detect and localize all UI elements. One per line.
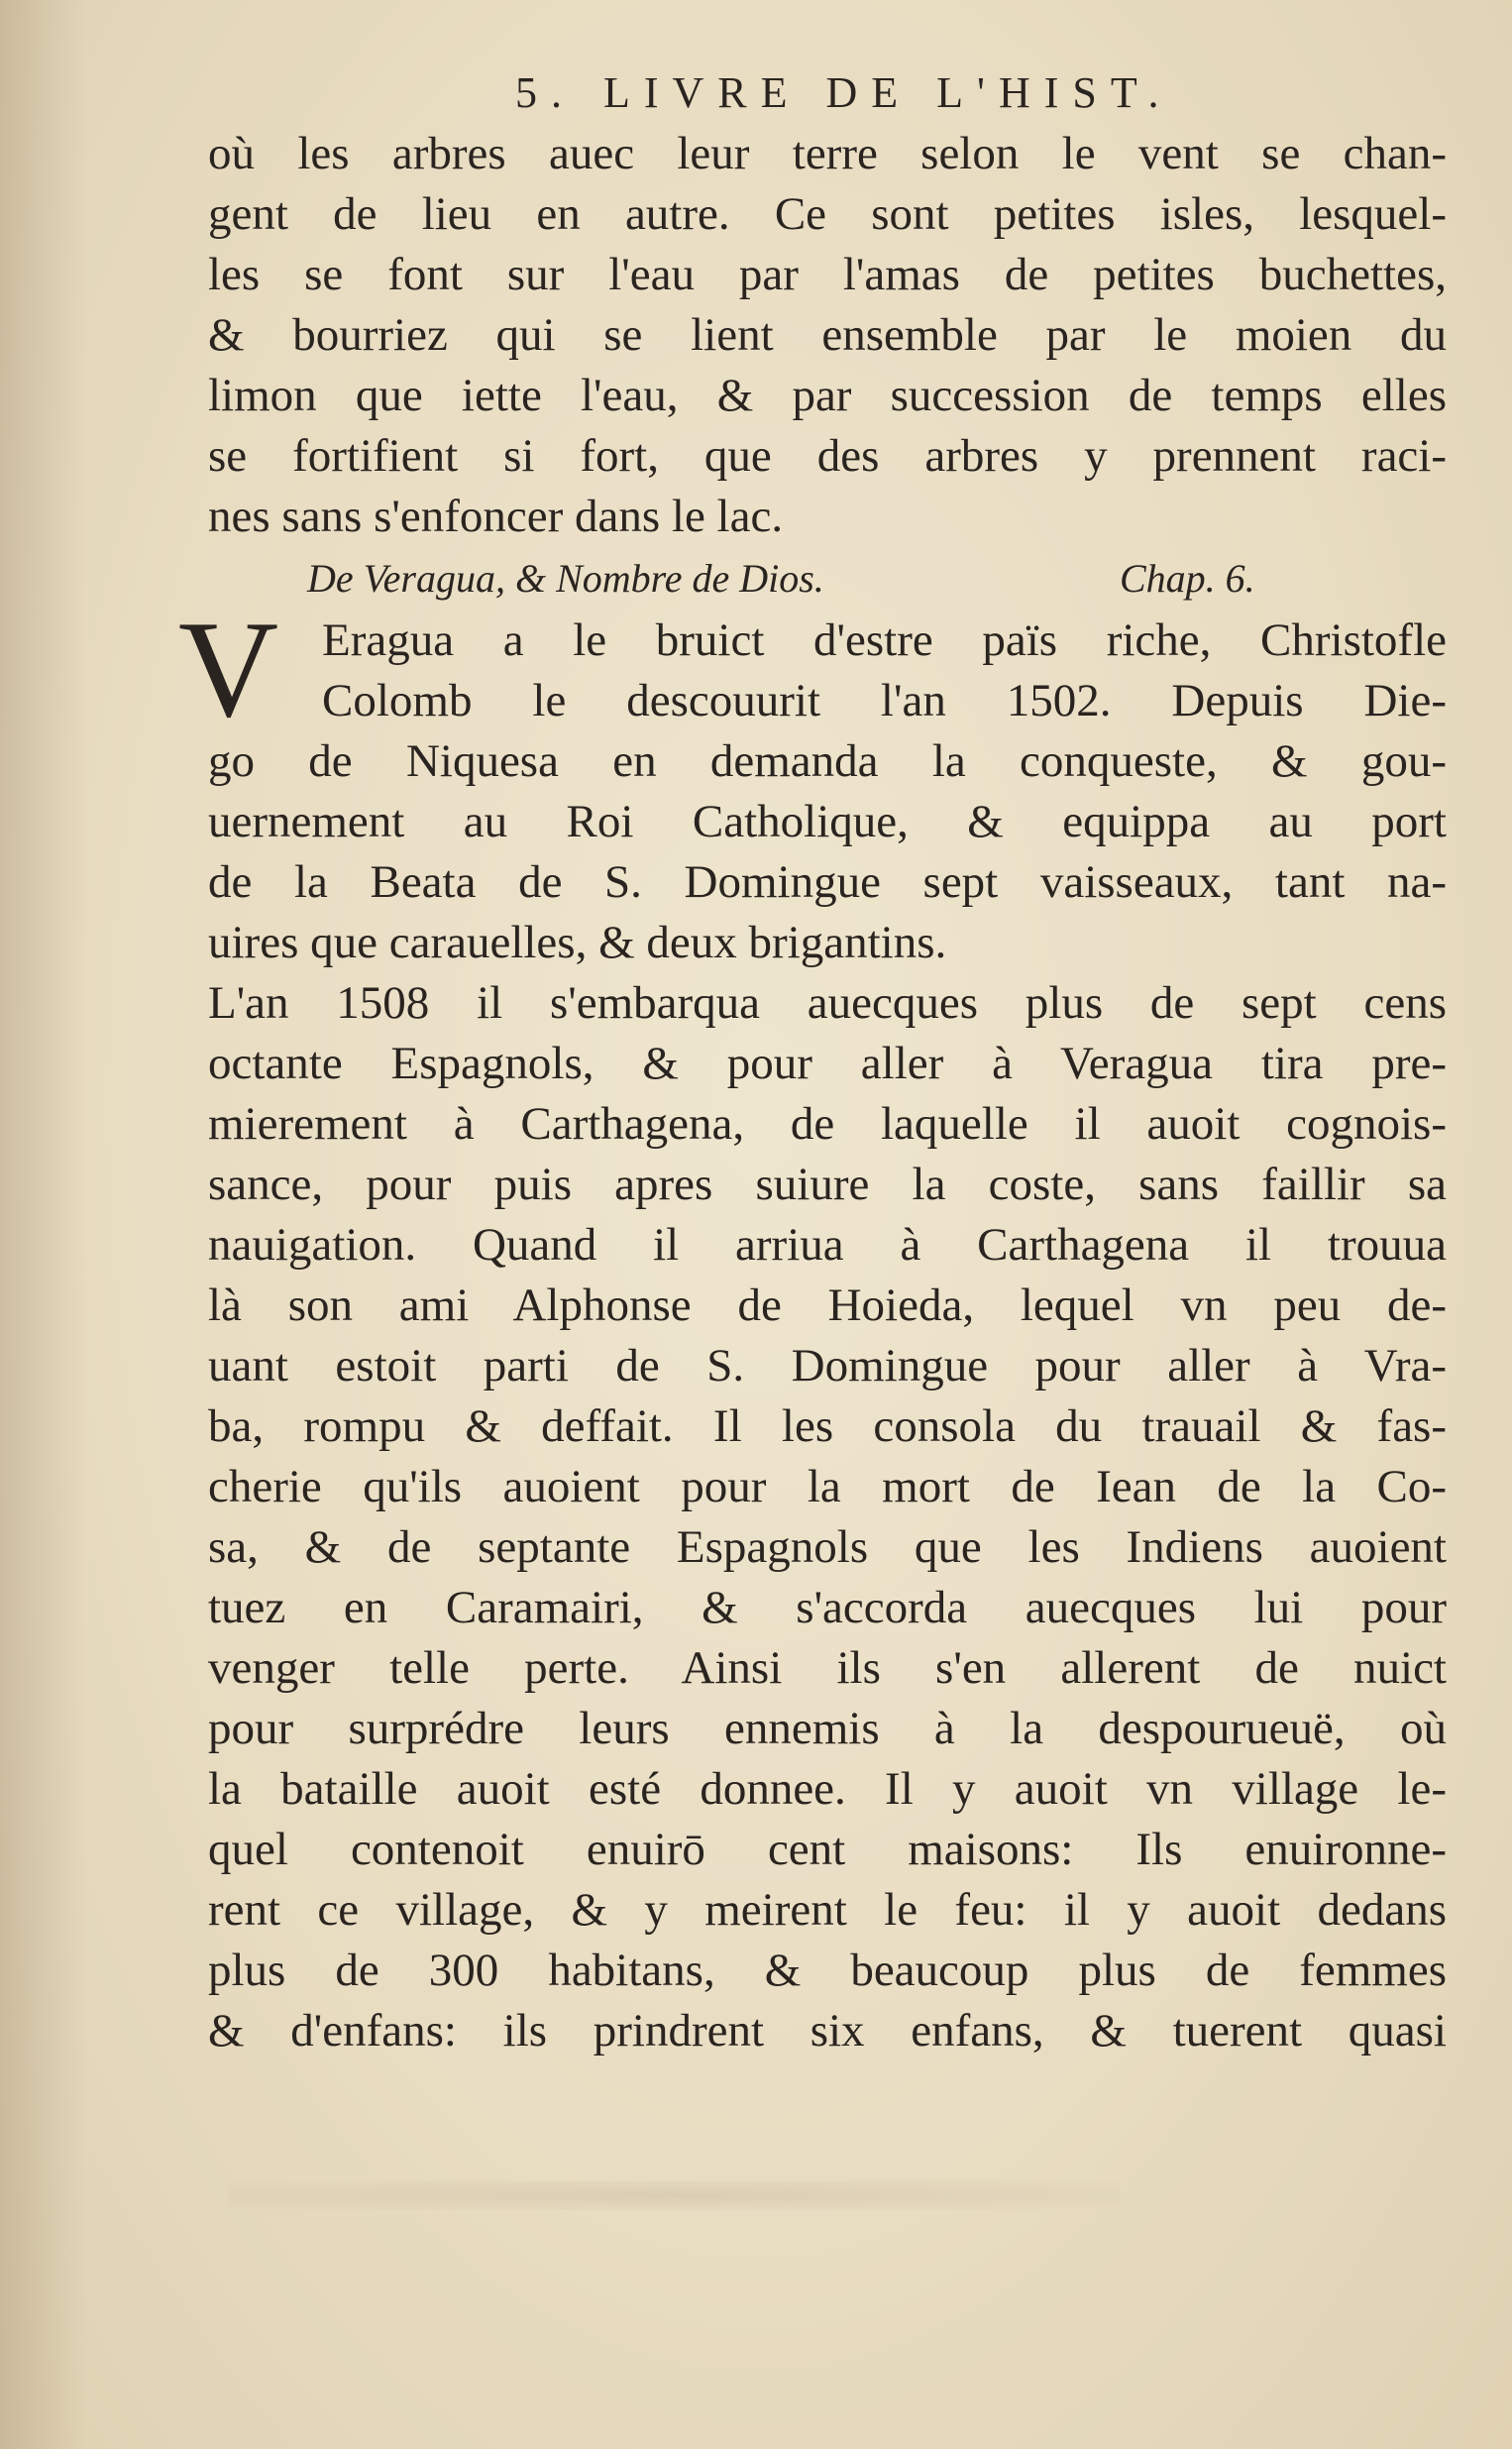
text-line: & bourriez qui se lient ensemble par le moien du [208,309,1447,361]
text-line: Eragua a le bruict d'estre païs riche, Christofle [322,614,1447,666]
paragraph-1 [178,593,1447,973]
chapter-label: Chap. 6. [1120,556,1255,601]
text-line: venger telle perte. Ainsi ils s'en allerent de nuict [208,1642,1447,1694]
gutter-shadow [0,0,89,2449]
text-line: sa, & de septante Espagnols que les Indiens auoient [208,1521,1447,1573]
text-line: limon que iette l'eau, & par succession de temps elles [208,370,1447,421]
chapter-heading [208,547,1447,611]
section-continuation [208,124,1447,547]
text-line: ba, rompu & deffait. Il les consola du trauail & fas- [208,1400,1447,1452]
text-line: go de Niquesa en demanda la conqueste, & gou- [208,735,1447,787]
text-line: & d'enfans: ils prindrent six enfans, & tuerent quasi [208,2005,1447,2057]
text-line: plus de 300 habitans, & beaucoup plus de femmes [208,1945,1447,1996]
running-title: LIVRE DE L'HIST. [603,68,1173,117]
text-line: L'an 1508 il s'embarqua auecques plus de sept cens [208,977,1447,1029]
text-line: là son ami Alphonse de Hoieda, lequel vn peu de- [208,1280,1447,1331]
text-line: sance, pour puis apres suiure la coste, sans faillir sa [208,1159,1447,1210]
running-header [515,67,1173,118]
text-line: où les arbres auec leur terre selon le vent se chan- [208,128,1447,179]
text-line: Colomb le descouurit l'an 1502. Depuis Die- [322,675,1447,726]
text-line: octante Espagnols, & pour aller à Veragua tira pre- [208,1038,1447,1089]
text-line: nauigation. Quand il arriua à Carthagena il trouua [208,1219,1447,1271]
text-line: se fortifient si fort, que des arbres y prennent raci- [208,430,1447,482]
chapter-title: De Veragua, & Nombre de Dios. [307,556,824,601]
paragraph-2 [208,973,1447,2061]
drop-cap: V [178,593,279,746]
text-line: la bataille auoit esté donnee. Il y auoit vn village le- [208,1763,1447,1815]
page-number: 5. [515,68,576,117]
text-line: quel contenoit enuirō cent maisons: Ils enuironne- [208,1824,1447,1875]
text-block [178,124,1447,2061]
text-line: de la Beata de S. Domingue sept vaisseaux, tant na- [208,856,1447,908]
text-line: mierement à Carthagena, de laquelle il auoit cognois- [208,1098,1447,1150]
bleed-through-smudge [228,2180,1120,2210]
text-line: uernement au Roi Catholique, & equippa au port [208,796,1447,847]
text-line: pour surprédre leurs ennemis à la despourueuë, où [208,1703,1447,1754]
text-line: rent ce village, & y meirent le feu: il y auoit dedans [208,1884,1447,1936]
text-line: uires que carauelles, & deux brigantins. [208,917,947,968]
text-line: les se font sur l'eau par l'amas de petites buchettes, [208,249,1447,300]
text-line: nes sans s'enfoncer dans le lac. [208,491,784,542]
text-line: tuez en Caramairi, & s'accorda auecques lui pour [208,1582,1447,1633]
text-line: cherie qu'ils auoient pour la mort de Iean de la Co- [208,1461,1447,1512]
text-line: uant estoit parti de S. Domingue pour aller à Vra- [208,1340,1447,1391]
text-line: gent de lieu en autre. Ce sont petites isles, lesquel- [208,188,1447,240]
